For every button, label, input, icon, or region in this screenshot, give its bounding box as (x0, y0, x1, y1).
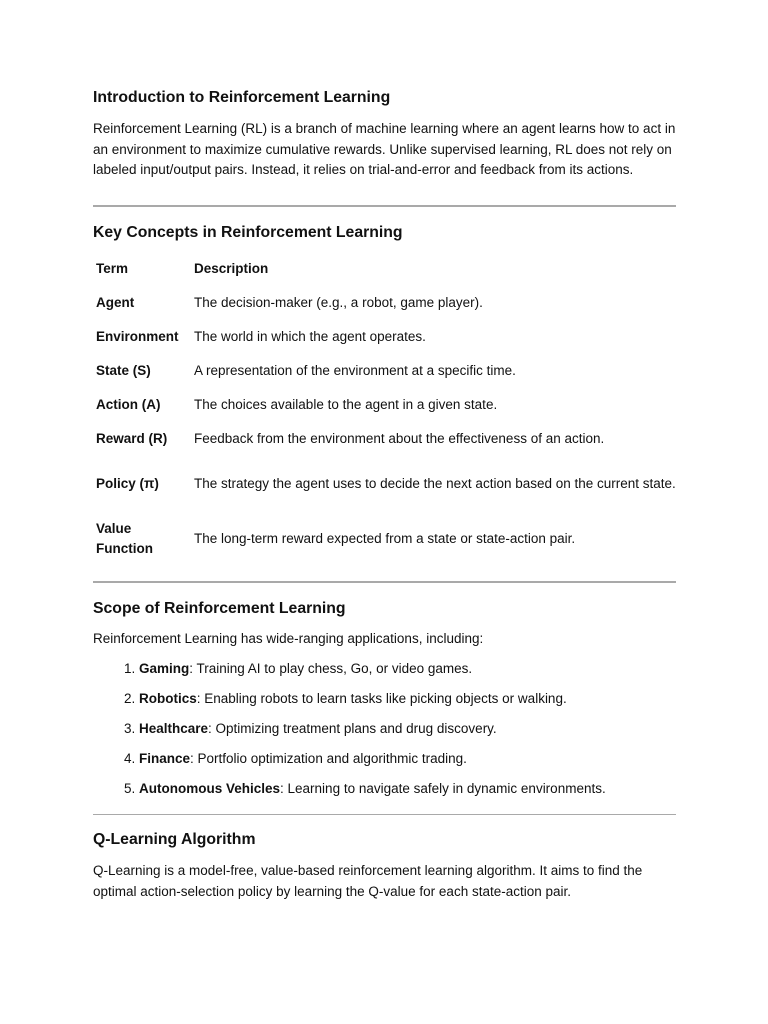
term-cell: Value Function (96, 520, 153, 556)
column-header-term: Term (96, 261, 129, 277)
list-item (139, 719, 676, 739)
description-cell: The choices available to the agent in a given state. (194, 397, 498, 413)
table-row (93, 423, 676, 457)
term-cell: Reward (R) (96, 431, 168, 447)
table-row (93, 287, 676, 321)
scope-intro-paragraph: Reinforcement Learning has wide-ranging applications, including: (93, 630, 484, 646)
table-row (93, 457, 676, 512)
introduction-paragraph: Reinforcement Learning (RL) is a branch of machine learning where an agent learns how to act in an environment to maximize cumulative rewards. Unlike supervised learning, RL does not rely on labeled input/output pairs. Instead, it relies on trial-and-error and feedback from its actions. (93, 121, 676, 177)
application-name: Healthcare (139, 721, 209, 736)
description-cell: A representation of the environment at a specific time. (194, 363, 516, 379)
application-name: Autonomous Vehicles (139, 781, 281, 796)
column-header-description: Description (194, 261, 269, 277)
applications-list (93, 659, 676, 799)
description-cell: Feedback from the environment about the effectiveness of an action. (194, 431, 605, 447)
document-page (93, 82, 676, 902)
term-cell: Action (A) (96, 397, 161, 413)
description-cell: The strategy the agent uses to decide the next action based on the current state. (194, 475, 676, 491)
table-header-row (93, 253, 676, 287)
section-title-q-learning: Q-Learning Algorithm (93, 831, 256, 848)
application-description: : Optimizing treatment plans and drug discovery. (208, 721, 497, 736)
q-learning-paragraph: Q-Learning is a model-free, value-based reinforcement learning algorithm. It aims to find the optimal action-selection policy by learning the Q-value for each state-action pair. (93, 863, 643, 899)
list-item (139, 749, 676, 769)
section-divider (93, 814, 676, 815)
section-divider (93, 205, 676, 207)
term-cell: Policy (π) (96, 475, 159, 491)
table-row (93, 512, 676, 567)
term-cell: Agent (96, 295, 135, 311)
table-row (93, 321, 676, 355)
list-item (139, 779, 676, 799)
application-description: : Portfolio optimization and algorithmic trading. (190, 751, 467, 766)
application-name: Robotics (139, 691, 197, 706)
section-title-key-concepts: Key Concepts in Reinforcement Learning (93, 223, 403, 241)
table-row (93, 389, 676, 423)
application-description: : Enabling robots to learn tasks like picking objects or walking. (196, 691, 567, 706)
term-cell: State (S) (96, 363, 151, 379)
application-description: : Learning to navigate safely in dynamic environments. (280, 781, 606, 796)
application-name: Finance (139, 751, 191, 766)
description-cell: The long-term reward expected from a state or state-action pair. (194, 530, 576, 546)
table-row (93, 355, 676, 389)
list-item (139, 689, 676, 709)
section-title-scope: Scope of Reinforcement Learning (93, 599, 346, 617)
key-concepts-table (93, 253, 676, 567)
section-title-introduction: Introduction to Reinforcement Learning (93, 89, 391, 106)
section-divider (93, 581, 676, 583)
list-item (139, 659, 676, 679)
description-cell: The decision-maker (e.g., a robot, game player). (194, 295, 483, 311)
application-name: Gaming (139, 661, 190, 676)
term-cell: Environment (96, 329, 179, 345)
application-description: : Training AI to play chess, Go, or video games. (189, 661, 473, 676)
description-cell: The world in which the agent operates. (194, 329, 426, 345)
